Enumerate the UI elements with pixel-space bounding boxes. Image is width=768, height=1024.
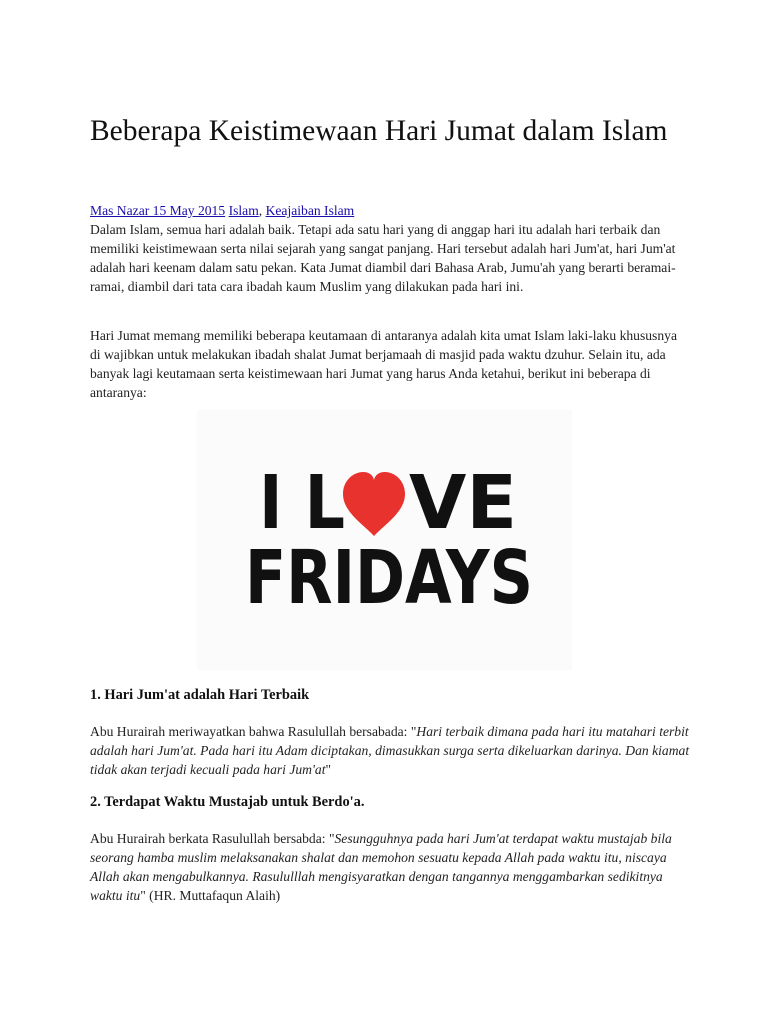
quote-outro: " bbox=[325, 762, 332, 777]
heart-icon bbox=[343, 472, 405, 536]
love-text-part1: I L bbox=[259, 460, 345, 546]
i-love-fridays-image bbox=[197, 410, 572, 670]
article-title: Beberapa Keistimewaan Hari Jumat dalam Islam bbox=[90, 115, 668, 147]
quote-text: Hari terbaik dimana pada hari itu matahari terbit adalah hari Jum'at. Pada hari itu Adam diciptakan, dimasukkan surga serta dikeluarkan darinya. Dan kiamat tidak akan terjadi kecuali pada hari Jum'at bbox=[90, 724, 690, 777]
section-heading-2: 2. Terdapat Waktu Mustajab untuk Berdo'a. bbox=[90, 794, 365, 810]
second-paragraph: Hari Jumat memang memiliki beberapa keutamaan di antaranya adalah kita umat Islam laki-laku khususnya di wajibkan untuk melakukan ibadah shalat Jumat berjamaah di masjid pada waktu dzuhur. Selain itu, ada banyak lagi keutamaan serta keistimewaan hari Jumat yang harus Anda ketahui, berikut ini beberapa di antaranya: bbox=[90, 328, 677, 400]
meta-separator: , bbox=[258, 203, 266, 218]
category-link-keajaiban-islam[interactable]: Keajaiban Islam bbox=[265, 203, 355, 218]
love-text-part2: VE bbox=[409, 460, 517, 546]
section-1-quote bbox=[90, 722, 690, 779]
i-love-fridays-graphic bbox=[197, 410, 572, 670]
fridays-text: FRIDAYS bbox=[245, 535, 533, 621]
category-link-islam[interactable]: Islam bbox=[228, 203, 259, 218]
quote-text: Sesungguhnya pada hari Jum'at terdapat waktu mustajab bila seorang hamba muslim melaksanakan shalat dan memohon sesuatu kepada Allah pada waktu itu, niscaya Allah akan mengabulkannya. Rasululllah mengisyaratkan dengan tangannya menggambarkan sedikitnya waktu itu bbox=[90, 831, 672, 903]
quote-intro: Abu Hurairah meriwayatkan bahwa Rasulullah bersabada: " bbox=[90, 724, 417, 739]
section-heading-1: 1. Hari Jum'at adalah Hari Terbaik bbox=[90, 687, 310, 703]
author-date-link[interactable]: Mas Nazar 15 May 2015 bbox=[90, 203, 226, 218]
intro-paragraph: Dalam Islam, semua hari adalah baik. Tetapi ada satu hari yang di anggap hari itu adalah hari terbaik dan memiliki keistimewaan serta nilai sejarah yang sangat panjang. Hari tersebut adalah hari Jum'at, hari Jum'at adalah hari keenam dalam satu pekan. Kata Jumat diambil dari Bahasa Arab, Jumu'ah yang berarti beramai-ramai, diambil dari tata cara ibadah kaum Muslim yang dilakukan pada hari ini. bbox=[90, 222, 676, 294]
article-meta bbox=[90, 201, 690, 220]
section-2-quote bbox=[90, 829, 690, 905]
quote-intro: Abu Hurairah berkata Rasulullah bersabda: " bbox=[90, 831, 335, 846]
quote-outro: " (HR. Muttafaqun Alaih) bbox=[140, 888, 281, 903]
